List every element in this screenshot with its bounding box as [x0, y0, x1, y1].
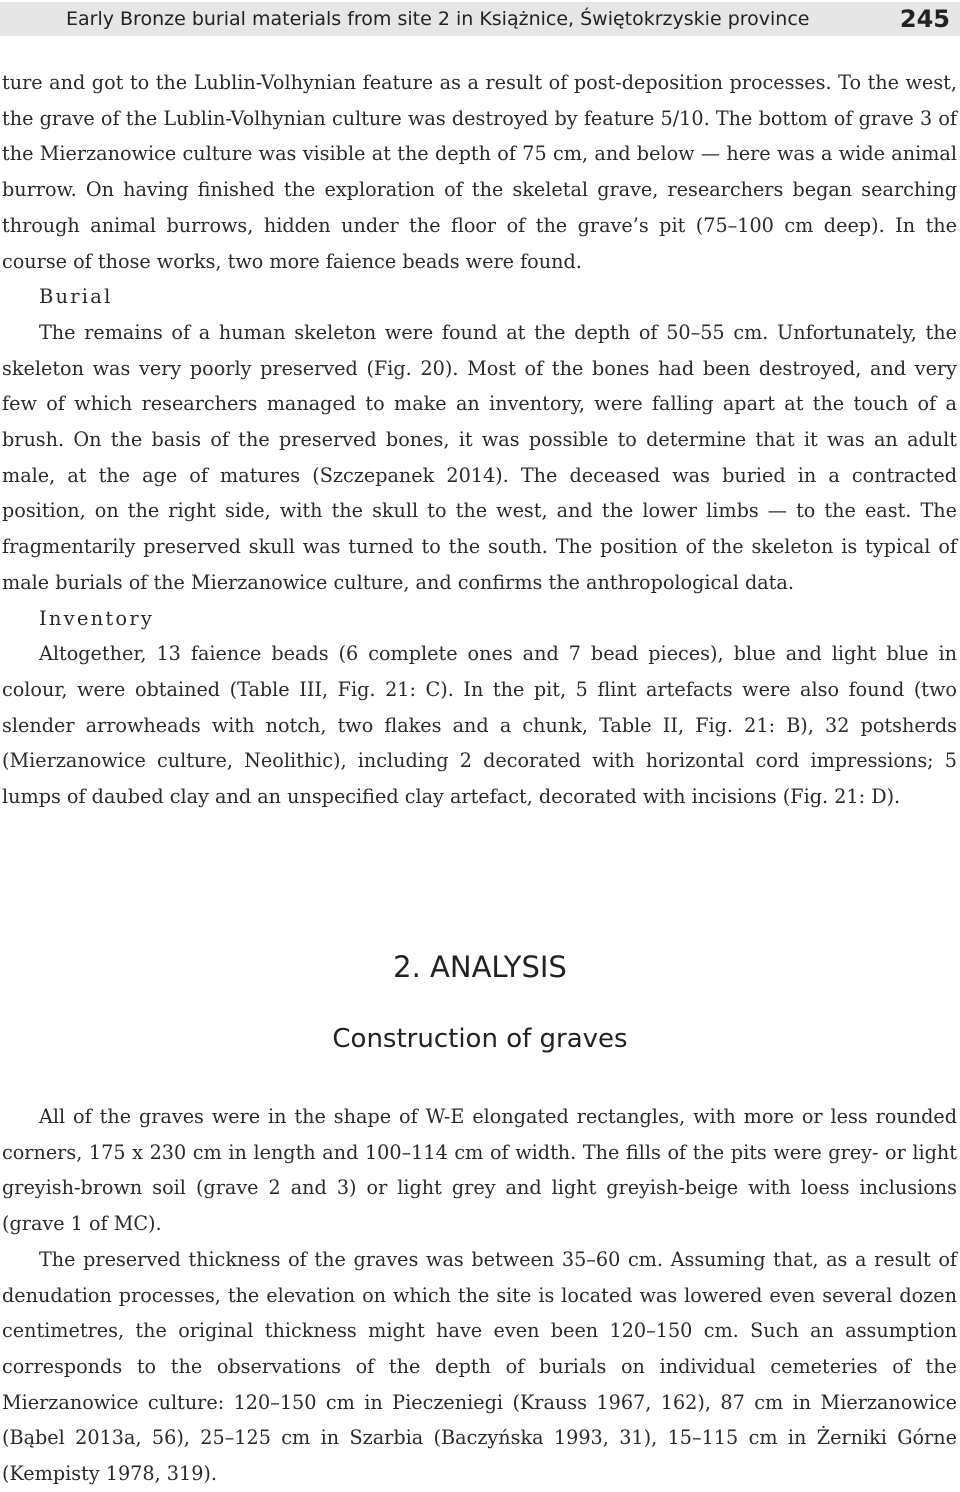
subsection-title: Construction of graves [332, 1024, 628, 1054]
paragraph-grave-shape: All of the graves were in the shape of W-E elongated rectangles, with more or less rounded corners, 175 x 230 cm in length and 100–114 cm of width. The fills of the pits were grey- or light greyish-brown soil (grave 2 and 3) or light grey and light greyish-beige with loess inclusions (grave 1 of MC). [2, 1105, 957, 1236]
page-number: 245 [899, 5, 950, 33]
paragraph-continuation: ture and got to the Lublin-Volhynian feature as a result of post-deposition processes. To the west, the grave of the Lublin-Volhynian culture was destroyed by feature 5/10. The bottom of grave 3 of the Mierzanowice culture was visible at the depth of 75 cm, and below — here was a wide animal burrow. On having finished the exploration of the skeletal grave, researchers began searching through animal burrows, hidden under the floor of the grave’s pit (75–100 cm deep). In the course of those works, two more faience beads were found. [2, 71, 957, 273]
paragraph-grave-thickness: The preserved thickness of the graves was between 35–60 cm. Assuming that, as a result of denudation processes, the elevation on which the site is located was lowered even several dozen centimetres, the original thickness might have even been 120–150 cm. Such an assumption corresponds to the observations of the depth of burials on individual cemeteries of the Mierzanowice culture: 120–150 cm in Pieczeniegi (Krauss 1967, 162), 87 cm in Mierzanowice (Bąbel 2013a, 56), 25–125 cm in Szarbia (Baczyńska 1993, 31), 15–115 cm in Żerniki Górne (Kempisty 1978, 319). [2, 1247, 957, 1486]
subheading-burial: Burial [39, 285, 113, 309]
section-construction-of-graves [2, 1099, 957, 1492]
subheading-inventory: Inventory [39, 606, 155, 630]
paragraph-inventory: Altogether, 13 faience beads (6 complete ones and 7 bead pieces), blue and light blue in colour, were obtained (Table III, Fig. 21: C). In the pit, 5 flint artefacts were also found (two slender arrowheads with notch, two flakes and a chunk, Table II, Fig. 21: B), 32 potsherds (Mierzanowice culture, Neolithic), including 2 decorated with horizontal cord impressions; 5 lumps of daubed clay and an unspecified clay artefact, decorated with incisions (Fig. 21: D). [2, 642, 957, 809]
running-title: Early Bronze burial materials from site 2 in Książnice, Świętokrzyskie province [66, 8, 810, 30]
paragraph-burial: The remains of a human skeleton were found at the depth of 50–55 cm. Unfortunately, the skeleton was very poorly preserved (Fig. 20). Most of the bones had been destroyed, and very few of which researchers managed to make an inventory, were falling apart at the touch of a brush. On the basis of the preserved bones, it was possible to determine that it was an adult male, at the age of matures (Szczepanek 2014). The deceased was buried in a contracted position, on the right side, with the skull to the west, and the lower limbs — to the east. The fragmentarily preserved skull was turned to the south. The position of the skeleton is typical of male burials of the Mierzanowice culture, and confirms the anthropological data. [2, 320, 957, 594]
section-title: 2. ANALYSIS [393, 950, 567, 984]
section-feature-description [2, 65, 957, 815]
running-header [0, 2, 960, 36]
